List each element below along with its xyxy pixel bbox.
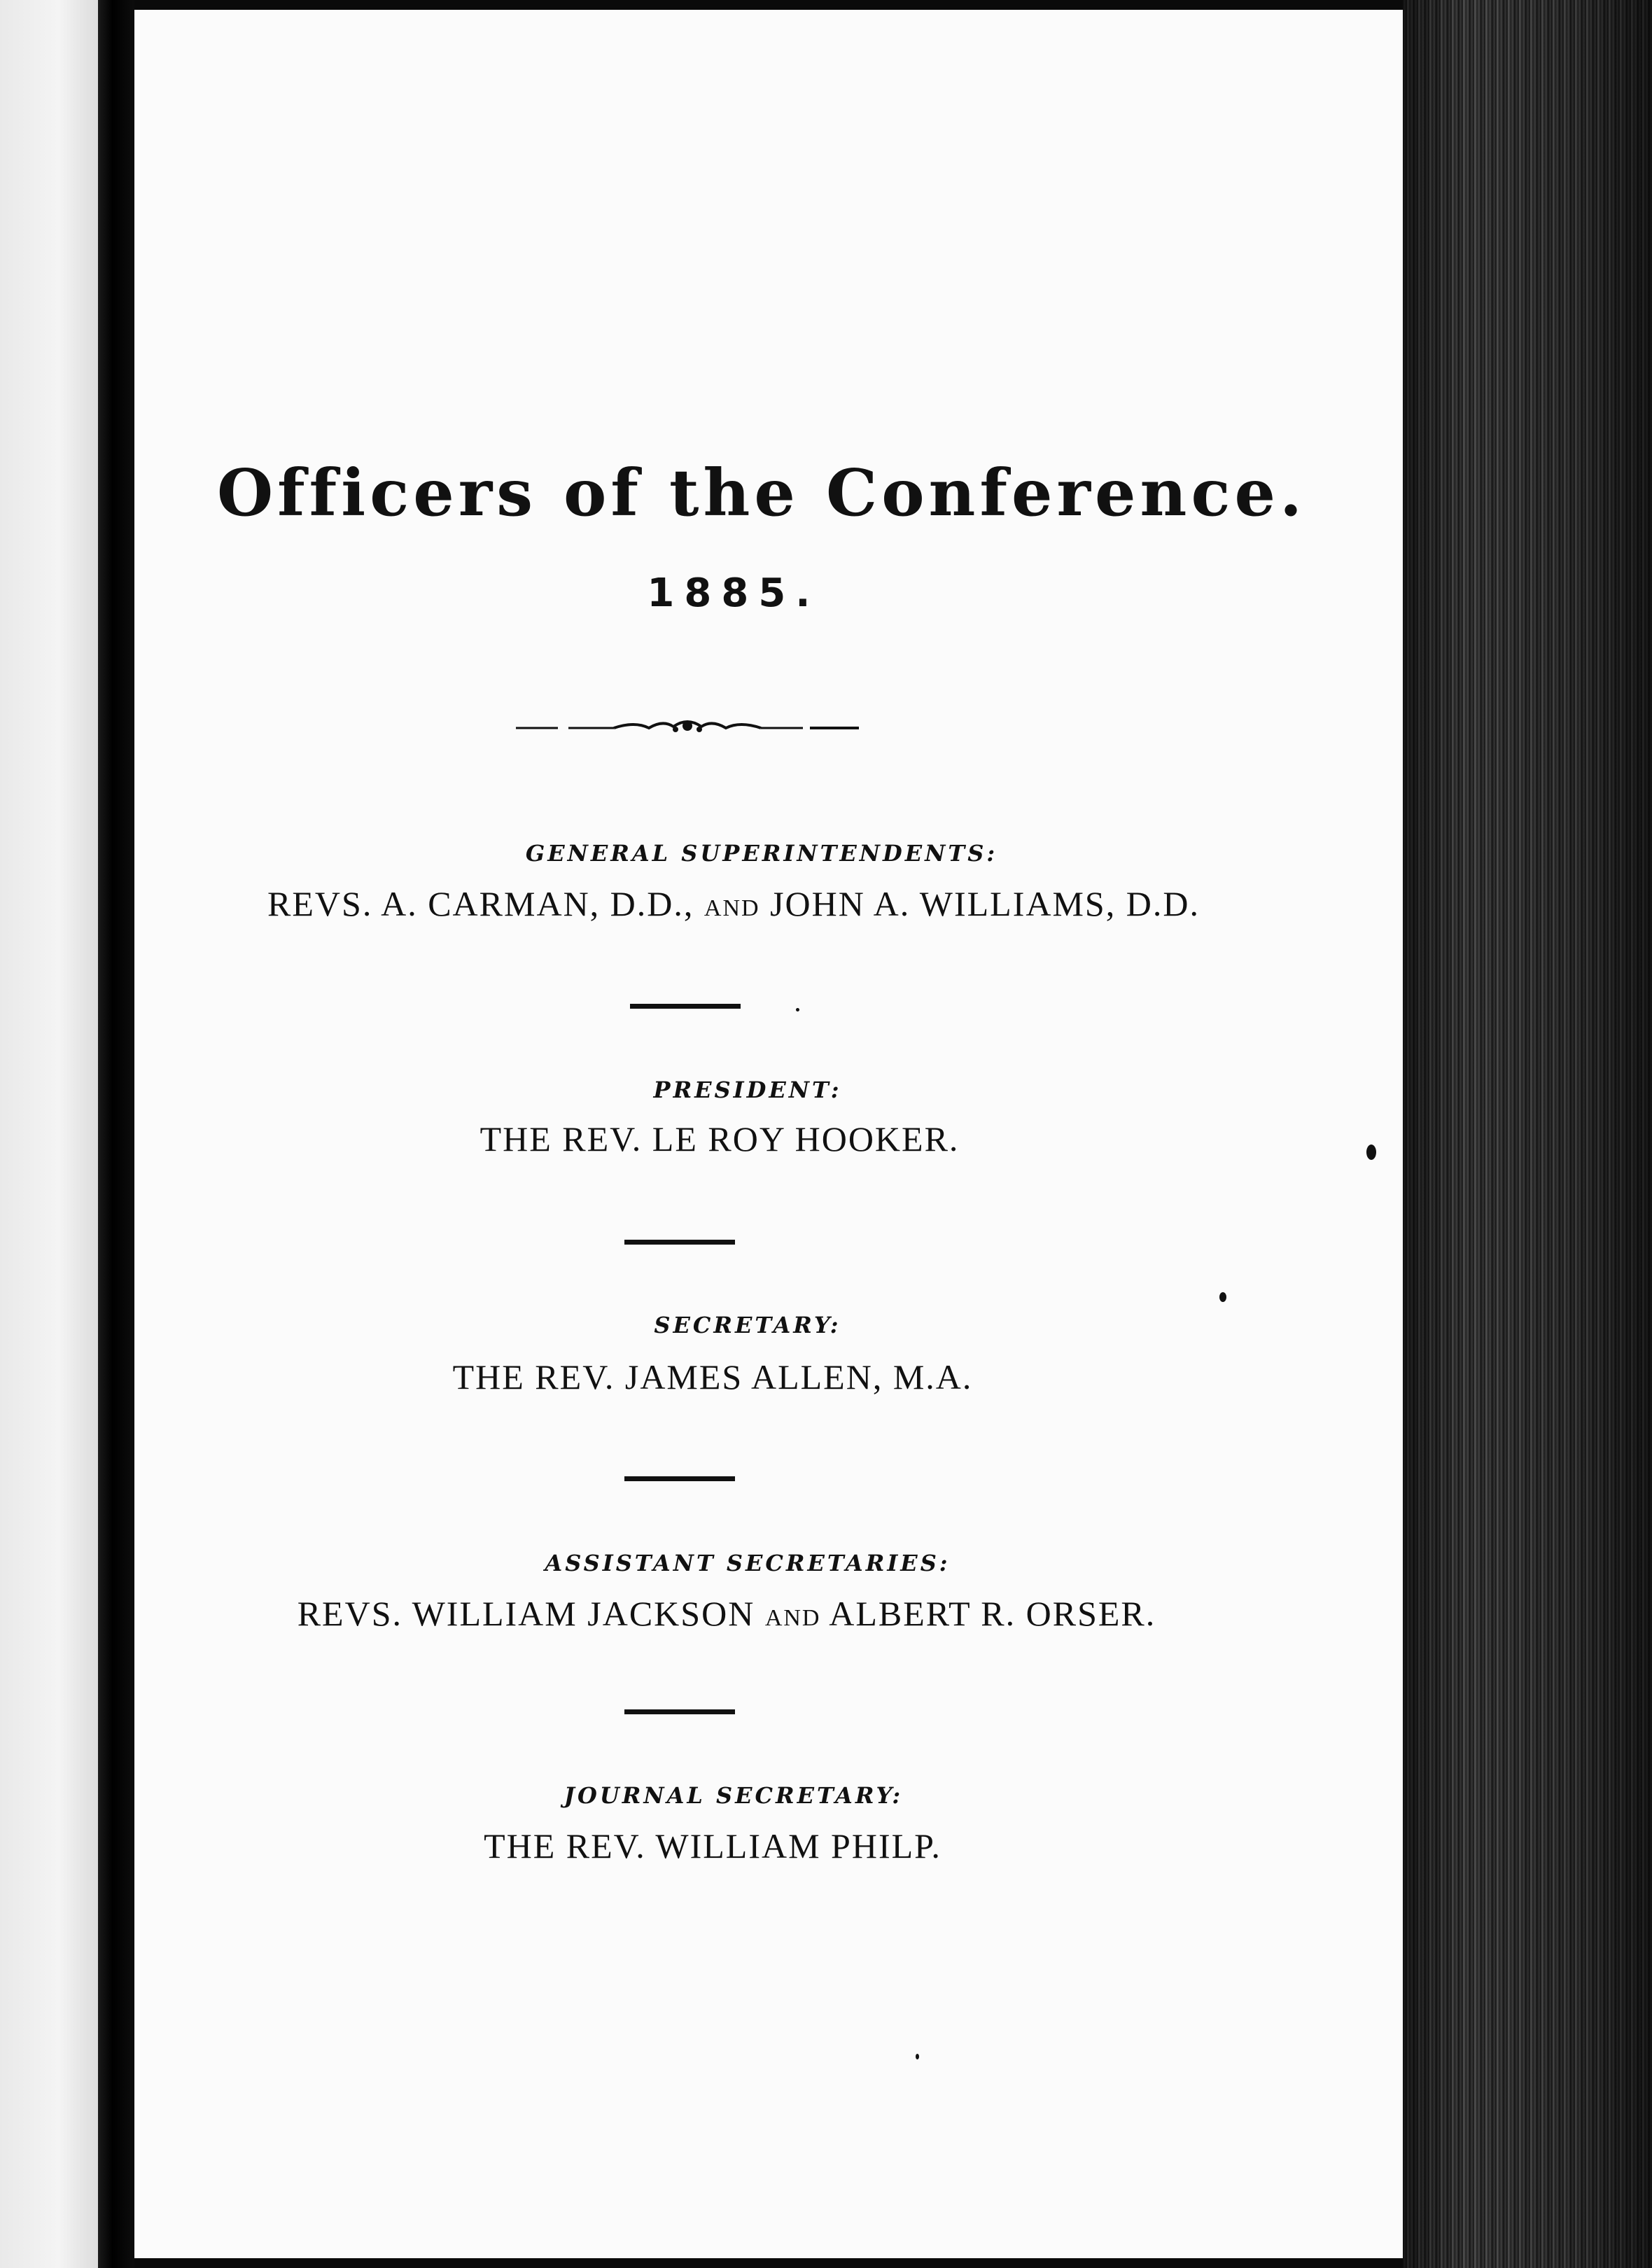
assistant-secretaries-names [92,1593,1361,1634]
superintendent-name-a: REVS. A. CARMAN, D.D., [267,884,694,923]
section-divider [630,1004,741,1009]
assistant-name-a: REVS. WILLIAM JACKSON [297,1594,755,1633]
assistant-secretaries-label: ASSISTANT SECRETARIES: [545,1550,951,1576]
scan-speck [916,2054,919,2059]
scan-speck [1366,1144,1376,1160]
scan-speck [796,1008,799,1011]
assistant-name-b: ALBERT R. ORSER. [829,1594,1156,1633]
scroll-ornament-icon [516,714,859,742]
facing-page-edge [0,0,98,2268]
president-name: THE REV. LE ROY HOOKER. [479,1119,960,1158]
secretary-name: THE REV. JAMES ALLEN, M.A. [452,1357,973,1396]
president-label: PRESIDENT: [653,1077,842,1103]
journal-secretary-name: THE REV. WILLIAM PHILP. [484,1826,941,1865]
general-superintendents-names [99,883,1368,924]
section-divider [624,1709,735,1714]
conjunction: AND [764,1605,821,1631]
page-content [134,0,1403,2268]
general-superintendents-label: GENERAL SUPERINTENDENTS: [525,840,998,867]
journal-secretary-label: JOURNAL SECRETARY: [564,1782,904,1809]
conjunction: AND [704,895,760,921]
book-block-edges [1403,0,1652,2268]
superintendent-name-b: JOHN A. WILLIAMS, D.D. [770,884,1200,923]
secretary-label: SECRETARY: [654,1312,841,1338]
section-divider [624,1476,735,1481]
page-title: Officers of the Conference. [216,455,1307,531]
year: 1885. [647,570,820,616]
scan-speck [1219,1292,1226,1302]
section-divider [624,1240,735,1245]
